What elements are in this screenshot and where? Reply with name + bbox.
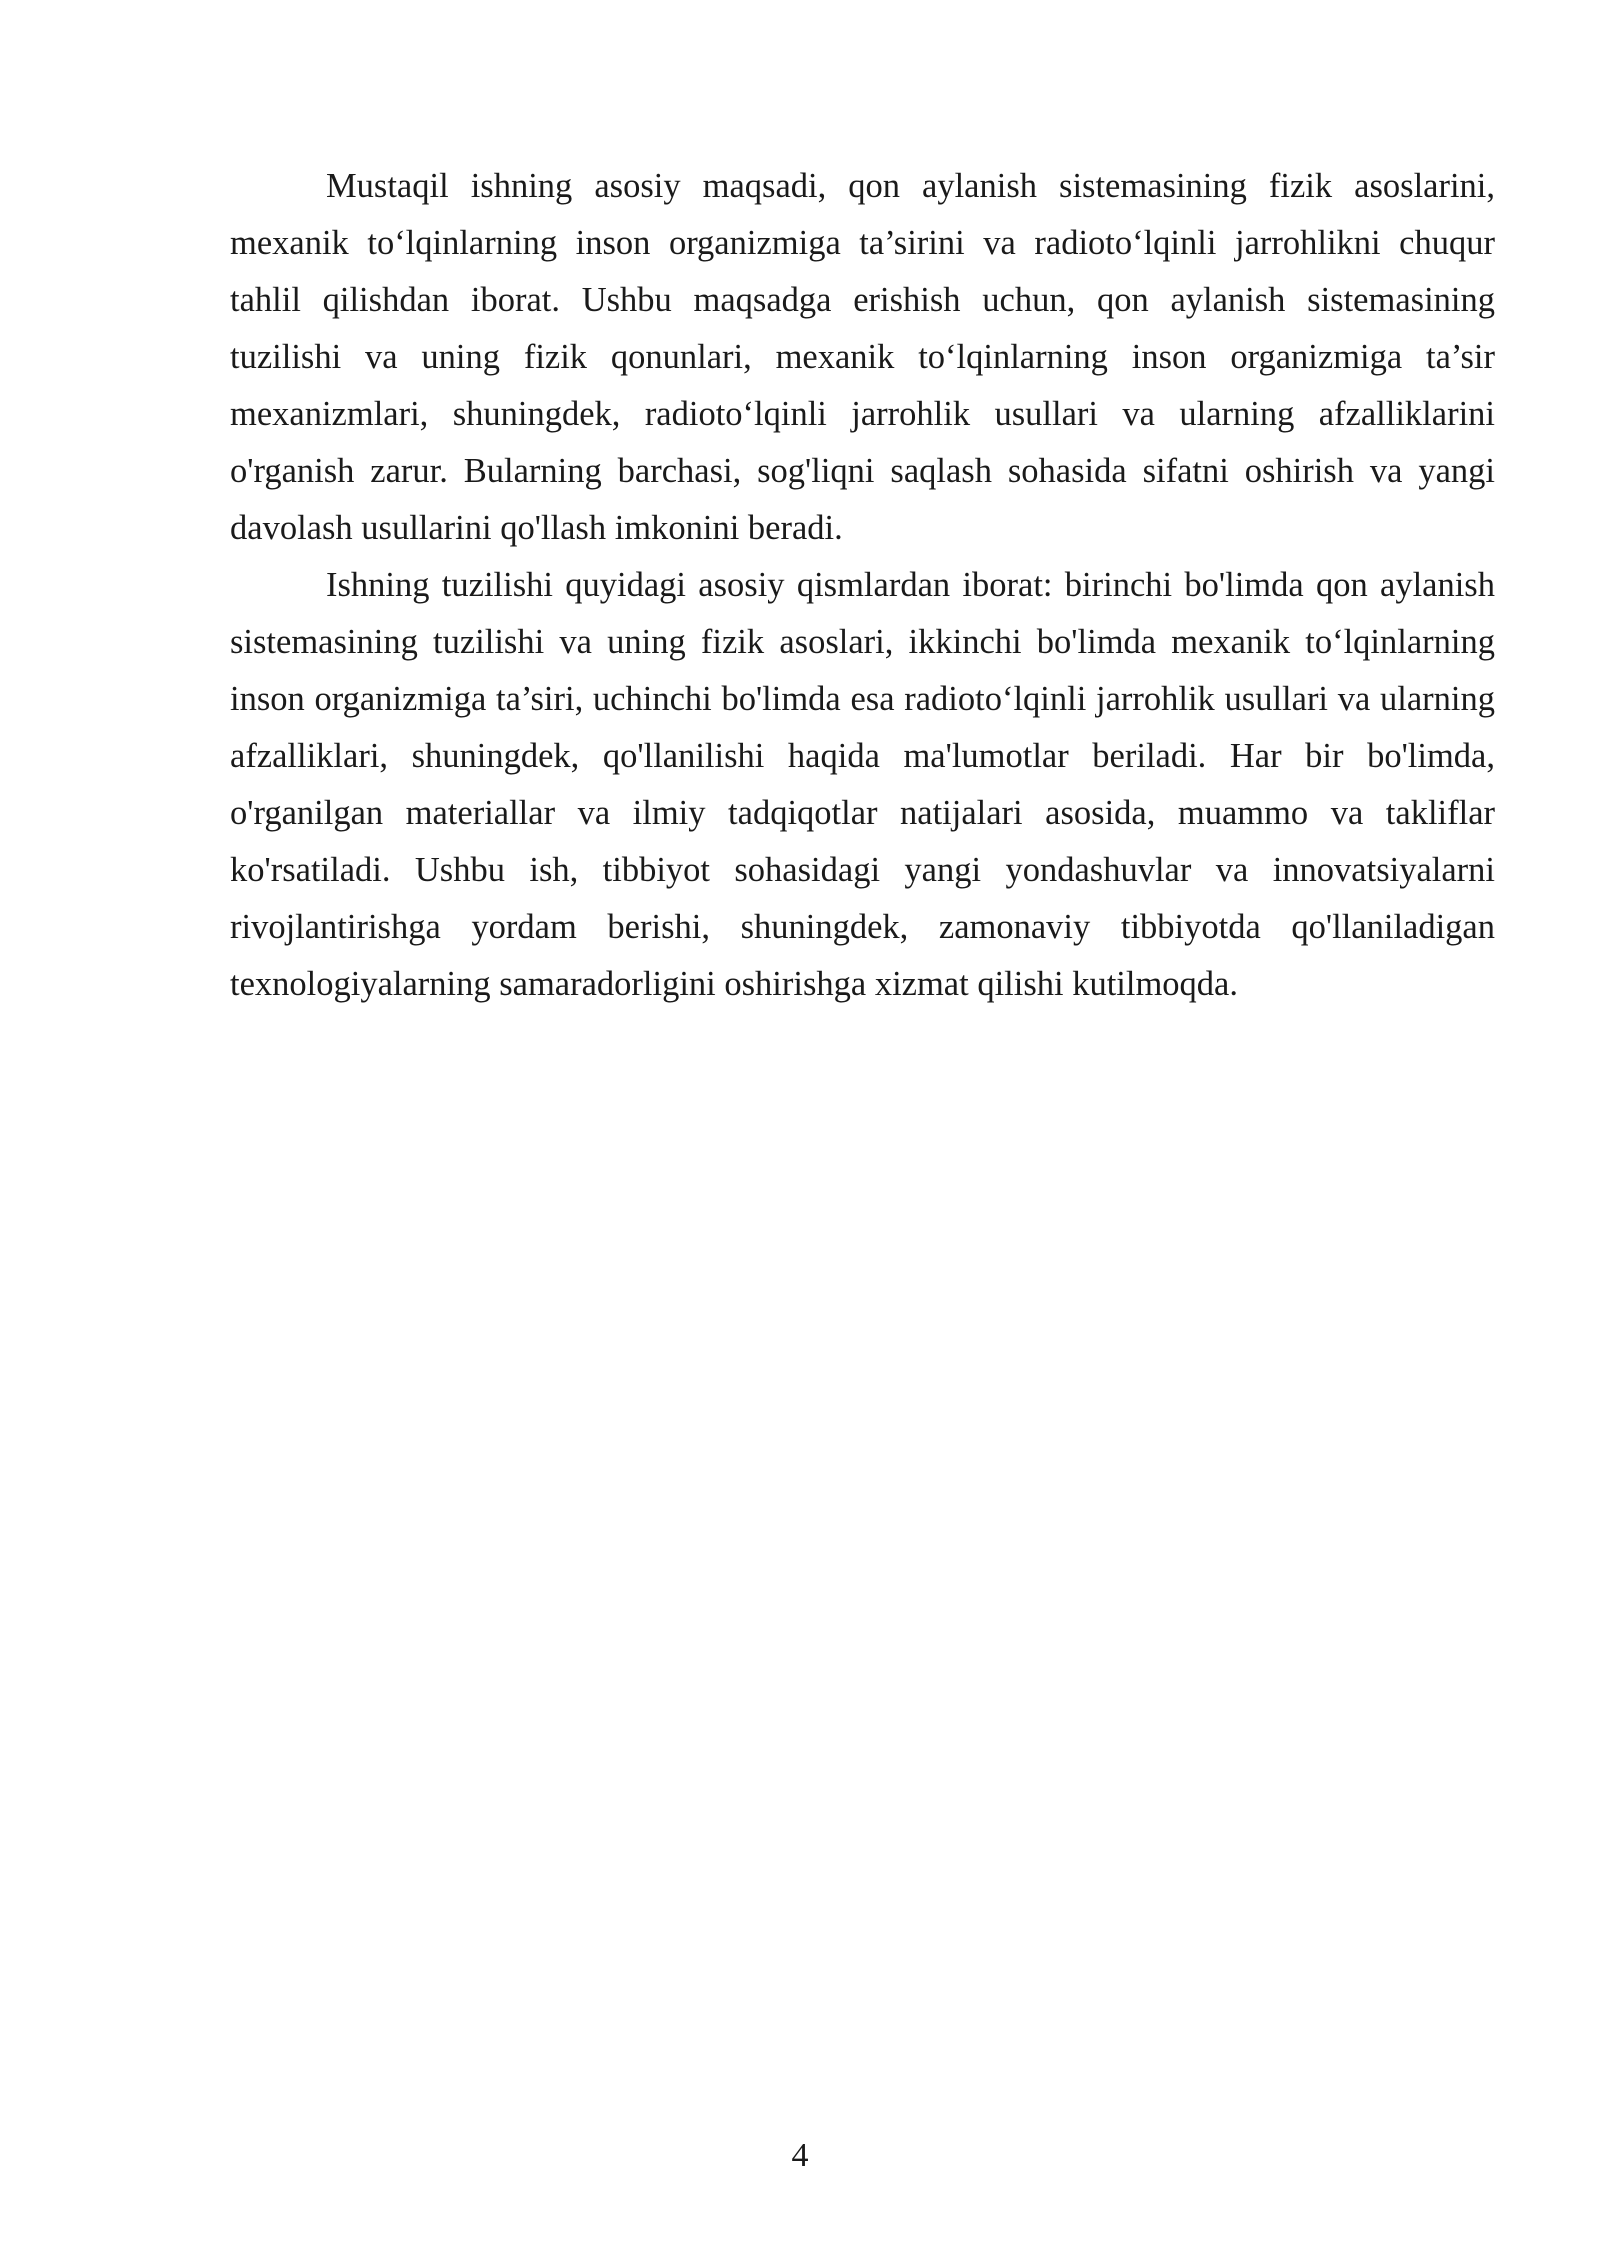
body-text <box>230 158 1495 1013</box>
paragraph-structure: Ishning tuzilishi quyidagi asosiy qismlardan iborat: birinchi bo'limda qon aylanish sistemasining tuzilishi va uning fizik asoslari, ikkinchi bo'limda mexanik to‘lqinlarning inson organizmiga ta’siri, uchinchi bo'limda esa radioto‘lqinli jarrohlik usullari va ularning afzalliklari, shuningdek, qo'llanilishi haqida ma'lumotlar beriladi. Har bir bo'limda, o'rganilgan materiallar va ilmiy tadqiqotlar natijalari asosida, muammo va takliflar ko'rsatiladi. Ushbu ish, tibbiyot sohasidagi yangi yondashuvlar va innovatsiyalarni rivojlantirishga yordam berishi, shuningdek, zamonaviy tibbiyotda qo'llaniladigan texnologiyalarning samaradorligini oshirishga xizmat qilishi kutilmoqda. <box>230 566 1495 1003</box>
page-number: 4 <box>791 2137 809 2174</box>
paragraph-goal: Mustaqil ishning asosiy maqsadi, qon aylanish sistemasining fizik asoslarini, mexanik to‘lqinlarning inson organizmiga ta’sirini va radioto‘lqinli jarrohlikni chuqur tahlil qilishdan iborat. Ushbu maqsadga erishish uchun, qon aylanish sistemasining tuzilishi va uning fizik qonunlari, mexanik to‘lqinlarning inson organizmiga ta’sir mexanizmlari, shuningdek, radioto‘lqinli jarrohlik usullari va ularning afzalliklarini o'rganish zarur. Bularning barchasi, sog'liqni saqlash sohasida sifatni oshirish va yangi davolash usullarini qo'llash imkonini beradi. <box>230 167 1495 547</box>
